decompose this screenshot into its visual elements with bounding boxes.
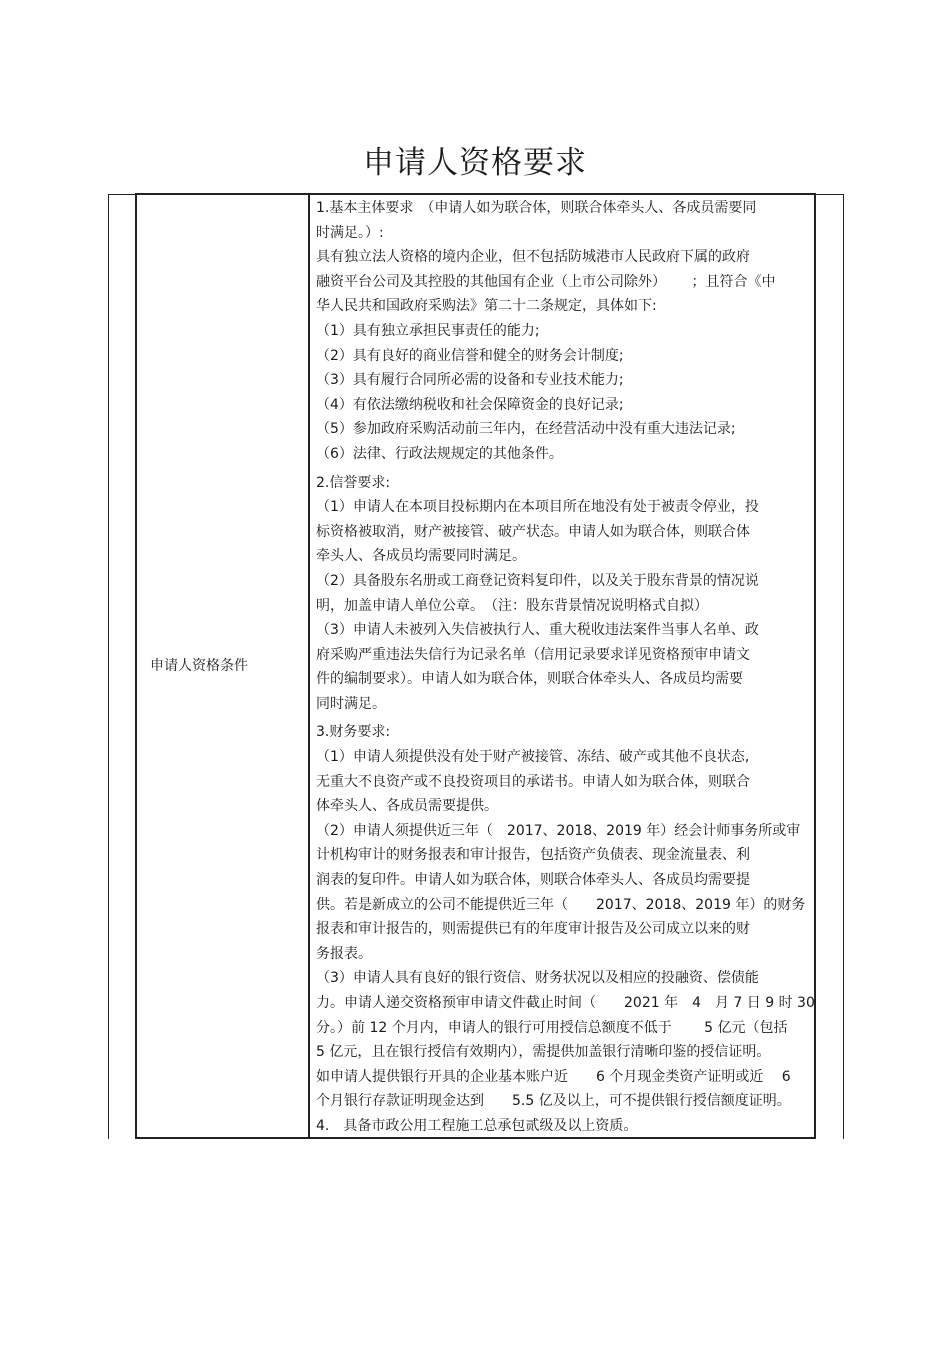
text-line: 同时满足。 [316, 695, 386, 712]
text-line: 具有独立法人资格的境内企业，但不包括防城港市人民政府下属的政府 [316, 249, 750, 266]
table-column-divider [308, 193, 310, 1139]
text-line: 5 亿元，且在银行授信有效期内），需提供加盖银行清晰印鉴的授信证明。 [316, 1044, 771, 1061]
text-line: 华人民共和国政府采购法》第二十二条规定，具体如下: [316, 298, 657, 315]
text-line: （6）法律、行政法规规定的其他条件。 [316, 445, 563, 462]
page-title: 申请人资格要求 [363, 145, 587, 181]
text-line: 无重大不良资产或不良投资项目的承诺书。申请人如为联合体，则联合 [316, 773, 750, 790]
text-line: 时满足。）: [316, 224, 384, 241]
table-border-top-left [108, 194, 136, 195]
text-line: 个月银行存款证明现金达到 5.5 亿及以上，可不提供银行授信额度证明。 [316, 1093, 791, 1110]
row-label: 申请人资格条件 [150, 658, 248, 674]
section-heading: 2.信誉要求: [316, 474, 391, 491]
text-line: （3）具有履行合同所必需的设备和专业技术能力; [316, 372, 624, 389]
text-line: 件的编制要求）。申请人如为联合体，则联合体牵头人、各成员均需要 [316, 671, 743, 688]
text-line: （5）参加政府采购活动前三年内，在经营活动中没有重大违法记录; [316, 421, 736, 438]
text-line: 明，加盖申请人单位公章。 （注：股东背景情况说明格式自拟） [316, 597, 708, 614]
text-line: （2）具备股东名册或工商登记资料复印件，以及关于股东背景的情况说 [316, 572, 759, 589]
text-line: 如申请人提供银行开具的企业基本账户近 6 个月现金类资产证明或近 6 [316, 1068, 791, 1085]
text-line: 牵头人、各成员均需要同时满足。 [316, 548, 526, 565]
text-line: （1）申请人须提供没有处于财产被接管、冻结、破产或其他不良状态, [316, 749, 750, 766]
text-line: 计机构审计的财务报表和审计报告，包括资产负债表、现金流量表、利 [316, 847, 750, 864]
text-line: 分。）前 12 个月内，申请人的银行可用授信总额度不低于 5 亿元（包括 [316, 1019, 788, 1036]
text-line: 融资平台公司及其控股的其他国有企业（上市公司除外） ；且符合《中 [316, 273, 776, 290]
text-line: （2）申请人须提供近三年（ 2017、2018、2019 年）经会计师事务所或审 [316, 822, 801, 839]
text-line: （3）申请人未被列入失信被执行人、重大税收违法案件当事人名单、政 [316, 622, 759, 639]
text-line: （4）有依法缴纳税收和社会保障资金的良好记录; [316, 396, 624, 413]
text-line: 力。申请人递交资格预审申请文件截止时间（ 2021 年 4 月 7 日 9 时 30 [316, 995, 815, 1011]
section-heading: 3.财务要求: [316, 724, 391, 741]
text-line: （1）具有独立承担民事责任的能力; [316, 322, 540, 339]
text-line: 报表和审计报告的，则需提供已有的年度审计报告及公司成立以来的财 [316, 921, 750, 938]
table-border-top-right [815, 194, 844, 195]
text-line: 府采购严重违法失信行为记录名单（信用记录要求详见资格预审申请文 [316, 646, 750, 663]
text-line: 润表的复印件。申请人如为联合体，则联合体牵头人、各成员均需要提 [316, 872, 750, 889]
text-line: 务报表。 [316, 945, 372, 962]
text-line: （3）申请人具有良好的银行资信、财务状况以及相应的投融资、偿债能 [316, 970, 759, 987]
text-line: 供。若是新成立的公司不能提供近三年（ 2017、2018、2019 年）的财务 [316, 896, 806, 913]
table-border-right-outer [843, 194, 844, 1139]
table-border-top [136, 193, 815, 195]
text-line: 4. 具备市政公用工程施工总承包贰级及以上资质。 [316, 1117, 638, 1134]
table-border-left-outer [108, 194, 109, 1139]
text-line: 标资格被取消，财产被接管、破产状态。申请人如为联合体，则联合体 [316, 523, 750, 540]
text-line: 体牵头人、各成员需要提供。 [316, 798, 498, 815]
text-line: （2）具有良好的商业信誉和健全的财务会计制度; [316, 347, 624, 364]
text-line: 1.基本主体要求 （申请人如为联合体，则联合体牵头人、各成员需要同 [316, 200, 757, 216]
requirements-content [316, 196, 831, 1139]
table-border-left-inner [135, 193, 137, 1139]
text-line: （1）申请人在本项目投标期内在本项目所在地没有处于被责令停业，投 [316, 499, 759, 516]
